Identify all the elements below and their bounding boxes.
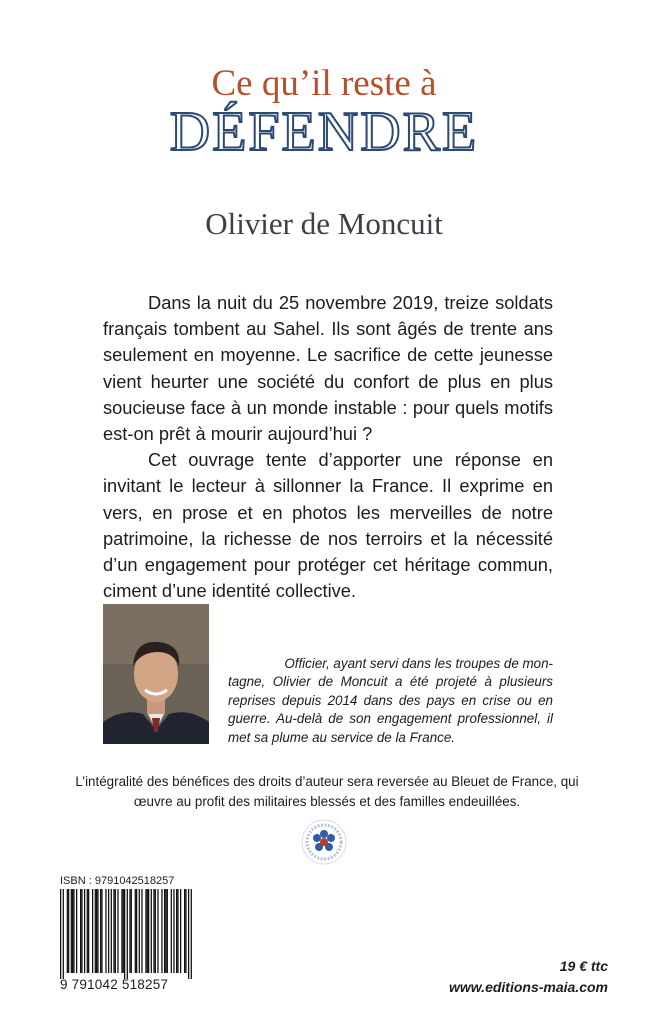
blurb-paragraph-2: Cet ouvrage tente d’apporter une réponse en invitant le lecteur à sillonner la France. Il exprime en vers, en prose et en photos les merveilles de notre patrimoine, la richesse de nos terroirs et la nécessité d’un engagement pour protéger cet héritage commun, ciment d’une identité collective. bbox=[103, 449, 553, 602]
barcode-bar bbox=[84, 889, 85, 973]
barcode-bar bbox=[191, 889, 192, 979]
barcode-bar bbox=[151, 889, 152, 973]
barcode-bar bbox=[71, 889, 72, 973]
isbn-label: ISBN : 9791042518257 bbox=[60, 875, 175, 887]
author-bio-line-1: Officier, ayant servi dans les troupes de mon- bbox=[284, 656, 553, 671]
barcode-bar bbox=[176, 889, 177, 973]
barcode-bar bbox=[60, 889, 61, 979]
barcode-bar bbox=[95, 889, 96, 973]
barcode-bar bbox=[80, 889, 81, 973]
barcode-bar bbox=[165, 889, 166, 973]
barcode-bar bbox=[87, 889, 88, 973]
author-name: Olivier de Moncuit bbox=[205, 206, 443, 241]
barcode-bar bbox=[155, 889, 156, 973]
barcode-bar bbox=[147, 889, 148, 973]
author-photo bbox=[103, 604, 209, 744]
barcode-bar bbox=[117, 889, 118, 973]
barcode-bar bbox=[131, 889, 132, 973]
barcode-bar bbox=[105, 889, 106, 973]
barcode-bar bbox=[141, 889, 142, 973]
author-bio bbox=[228, 655, 553, 747]
barcode-bar bbox=[81, 889, 82, 973]
barcode-bar bbox=[111, 889, 112, 973]
barcode-bar bbox=[184, 889, 185, 973]
barcode-digits: 9 791042 518257 bbox=[60, 977, 169, 992]
barcode-bar bbox=[185, 889, 186, 973]
barcode-bar bbox=[100, 889, 101, 973]
barcode-bar bbox=[153, 889, 154, 973]
publisher-website: www.editions-maia.com bbox=[449, 979, 608, 995]
barcode-bar bbox=[135, 889, 136, 973]
title-line-2: DÉFENDRE bbox=[169, 101, 479, 163]
author-bio-text: tagne, Olivier de Moncuit a été projeté à plusieurs reprises depuis 2014 dans des pays en crise ou en guerre. Au-delà de son engagement professionnel, il met sa plume au service de la France. bbox=[228, 674, 553, 745]
barcode-bar bbox=[157, 889, 158, 973]
barcode-bar bbox=[73, 889, 74, 973]
barcode-bar bbox=[101, 889, 102, 973]
barcode-bar bbox=[127, 889, 128, 979]
title-line-1: Ce qu’il reste à bbox=[211, 63, 437, 104]
barcode-bar bbox=[173, 889, 174, 973]
barcode-bar bbox=[72, 889, 73, 973]
barcode-bar bbox=[67, 889, 68, 973]
barcode-bar bbox=[68, 889, 69, 973]
barcode-bar bbox=[97, 889, 98, 973]
barcode-bar bbox=[76, 889, 77, 973]
barcode-bar bbox=[115, 889, 116, 973]
barcode-bar bbox=[113, 889, 114, 973]
back-cover-blurb bbox=[103, 290, 553, 604]
barcode-bar bbox=[177, 889, 178, 973]
barcode-bar bbox=[123, 889, 124, 973]
barcode-bar bbox=[148, 889, 149, 973]
blurb-paragraph-1: Dans la nuit du 25 novembre 2019, treize soldats français tombent au Sahel. Ils sont âgés de trente ans seulement en moyenne. Le sacrifice de cette jeunesse vient heurter une société du confort de plus en plus soucieuse face à un monde instable : pour quels motifs est-on prêt à mourir aujourd’hui ? bbox=[103, 292, 553, 445]
barcode-bar bbox=[164, 889, 165, 973]
barcode-bar bbox=[139, 889, 140, 973]
isbn-barcode bbox=[60, 889, 192, 979]
barcode-bar bbox=[88, 889, 89, 973]
barcode-bar bbox=[108, 889, 109, 973]
barcode-bar bbox=[136, 889, 137, 973]
barcode-bar bbox=[188, 889, 189, 979]
barcode-bar bbox=[171, 889, 172, 973]
barcode-bar bbox=[145, 889, 146, 973]
price: 19 € ttc bbox=[559, 958, 608, 974]
barcode-bar bbox=[124, 889, 125, 979]
barcode-bar bbox=[96, 889, 97, 973]
barcode-bar bbox=[161, 889, 162, 973]
barcode-bar bbox=[92, 889, 93, 973]
royalties-note: L’intégralité des bénéfices des droits d’auteur sera reversée au Bleuet de France, qui œuvre au profit des militaires blessés et des familles endeuillées. bbox=[75, 774, 579, 809]
barcode-bar bbox=[180, 889, 181, 973]
bleuet-de-france-logo-icon bbox=[300, 818, 348, 866]
barcode-bar bbox=[63, 889, 64, 979]
barcode-bar bbox=[129, 889, 130, 973]
barcode-bar bbox=[121, 889, 122, 973]
barcode-bar bbox=[167, 889, 168, 973]
